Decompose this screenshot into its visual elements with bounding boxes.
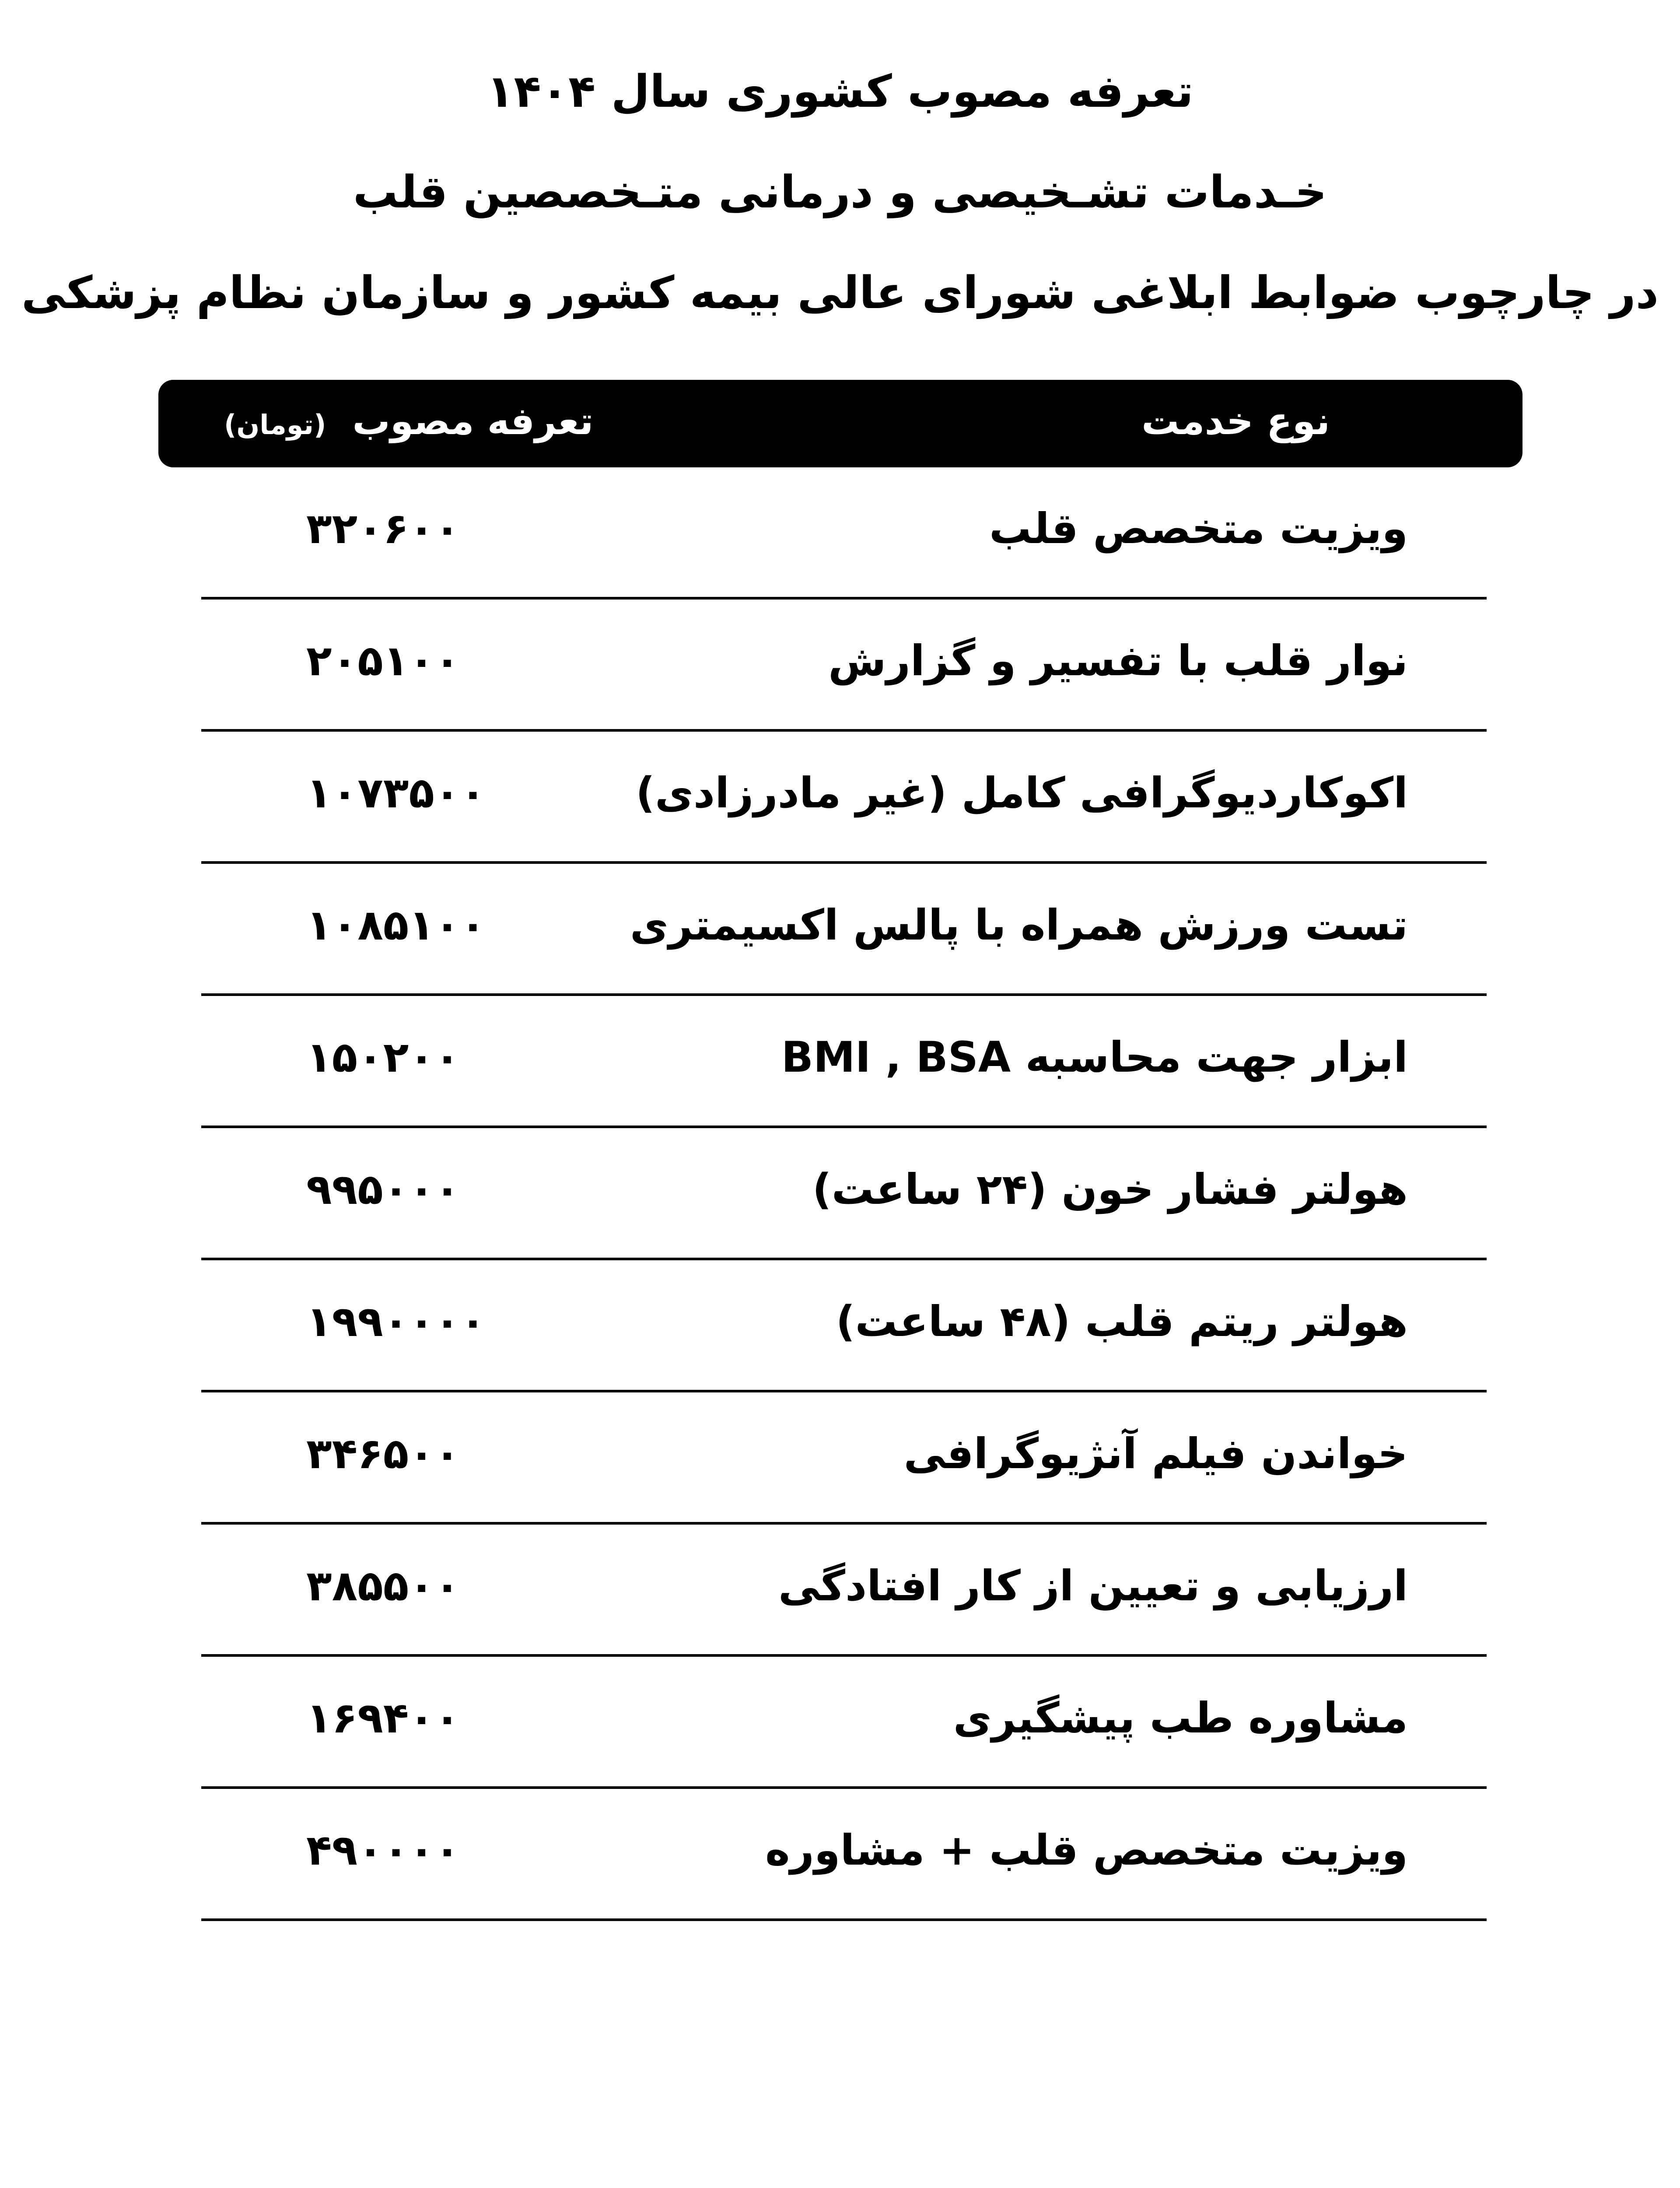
document-subtitle: خـدمات تشـخیصی و درمانی متـخصصین قلب xyxy=(353,166,1327,218)
column-header-service: نوع خدمت xyxy=(1141,400,1330,443)
column-header-price-label: تعرفه مصوب xyxy=(352,400,594,443)
service-price: ۳۸۵۵۰۰ xyxy=(306,1561,460,1610)
document-title: تعرفه مصوب کشوری سال ۱۴۰۴ xyxy=(486,66,1194,118)
service-price: ۱۰۸۵۱۰۰ xyxy=(306,901,486,950)
service-name: مشاوره طب پیشگیری xyxy=(953,1694,1408,1743)
service-name: تست ورزش همراه با پالس اکسیمتری xyxy=(630,901,1408,950)
table-row xyxy=(201,600,1487,732)
service-price: ۳۲۰۶۰۰ xyxy=(306,504,460,553)
service-price: ۱۹۹۰۰۰۰ xyxy=(306,1297,486,1346)
service-price: ۳۴۶۵۰۰ xyxy=(306,1429,460,1478)
column-header-price-unit: (تومان) xyxy=(224,409,326,441)
service-name: ارزیابی و تعیین از کار افتادگی xyxy=(778,1561,1408,1610)
table-row xyxy=(201,996,1487,1128)
table-row xyxy=(201,1789,1487,1921)
column-header-price xyxy=(224,397,594,449)
service-name: هولتر ریتم قلب (۴۸ ساعت) xyxy=(836,1297,1408,1346)
table-row xyxy=(201,1260,1487,1392)
document-header xyxy=(0,66,1680,319)
document-framework-note: در چارچوب ضوابط ابلاغی شورای عالی بیمه کشور و سازمان نظام پزشکی xyxy=(21,267,1659,319)
service-name: ویزیت متخصص قلب + مشاوره xyxy=(765,1826,1408,1875)
tariff-table-body xyxy=(201,467,1487,1921)
service-price: ۱۰۷۳۵۰۰ xyxy=(306,768,486,817)
service-name: نوار قلب با تفسیر و گزارش xyxy=(828,636,1408,685)
service-name: ویزیت متخصص قلب xyxy=(989,504,1408,553)
service-price: ۱۶۹۴۰۰ xyxy=(306,1694,460,1743)
table-header xyxy=(158,380,1522,467)
table-row xyxy=(201,1392,1487,1525)
service-name: خواندن فیلم آنژیوگرافی xyxy=(903,1429,1408,1478)
table-row xyxy=(201,1128,1487,1260)
service-price: ۹۹۵۰۰۰ xyxy=(306,1165,460,1214)
table-row xyxy=(201,864,1487,996)
table-row xyxy=(201,467,1487,600)
service-price: ۴۹۰۰۰۰ xyxy=(306,1826,460,1875)
service-name: ابزار جهت محاسبه BMI , BSA xyxy=(781,1033,1408,1082)
service-name: هولتر فشار خون (۲۴ ساعت) xyxy=(812,1165,1408,1214)
table-row xyxy=(201,732,1487,864)
table-row xyxy=(201,1525,1487,1657)
service-name: اکوکاردیوگرافی کامل (غیر مادرزادی) xyxy=(636,768,1408,817)
service-price: ۲۰۵۱۰۰ xyxy=(306,636,460,685)
table-row xyxy=(201,1657,1487,1789)
service-price: ۱۵۰۲۰۰ xyxy=(306,1033,460,1082)
